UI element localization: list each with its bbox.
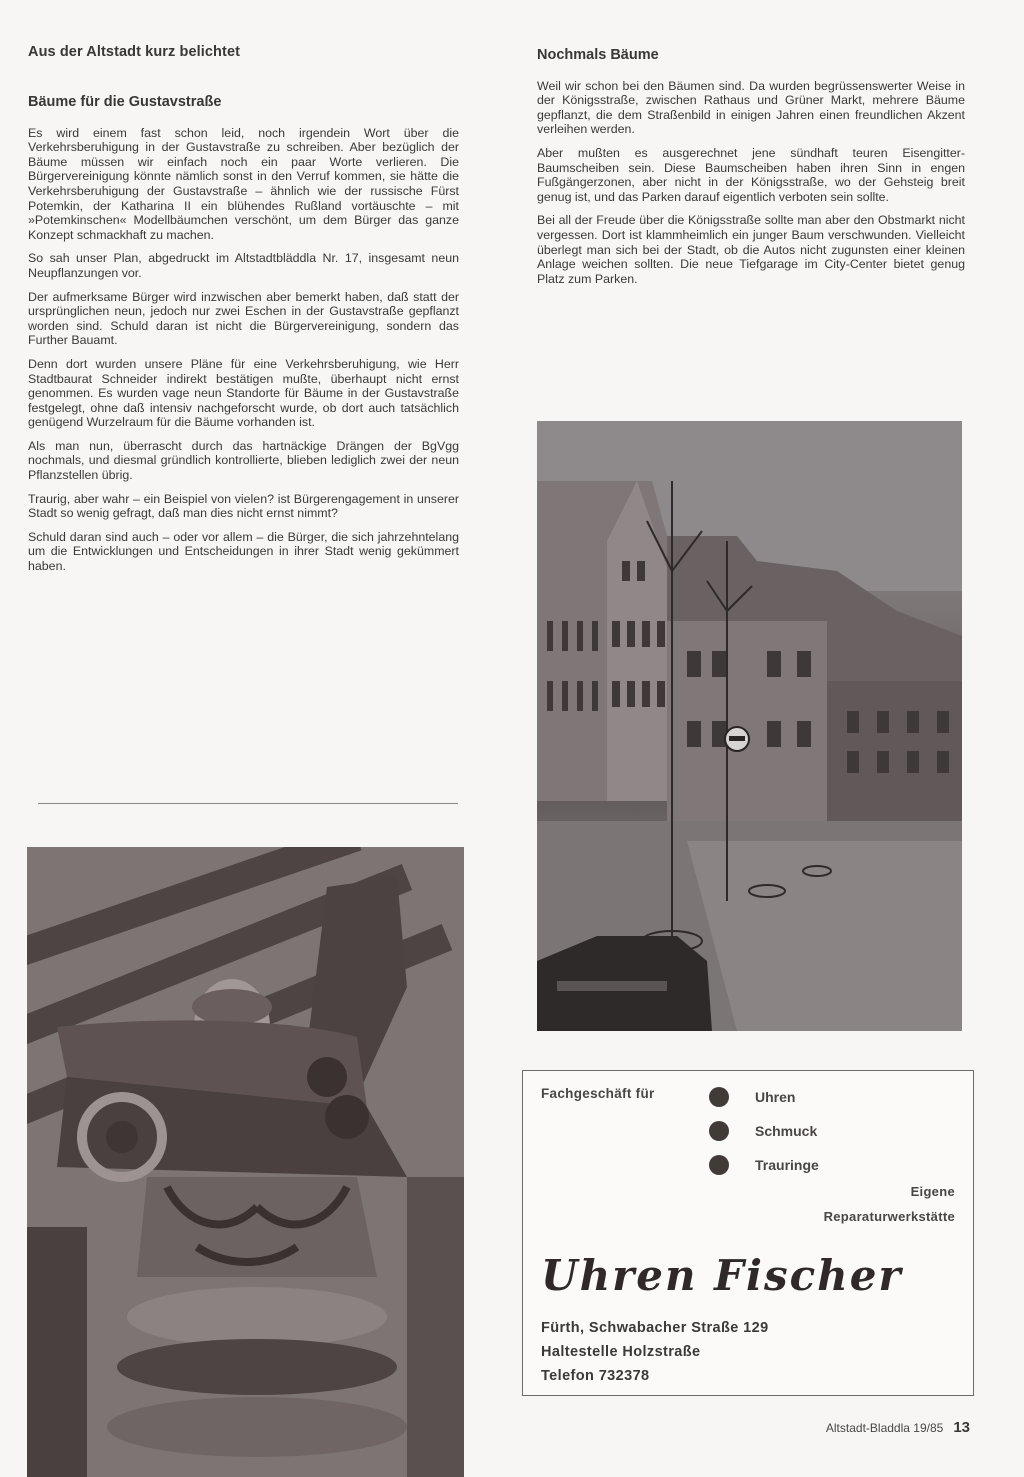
street-photo: [537, 421, 962, 1031]
article-left: [28, 95, 459, 583]
ad-address: Fürth, Schwabacher Straße 129: [541, 1320, 769, 1336]
ad-extra-line1: Eigene: [910, 1184, 955, 1199]
ad-item-jewelry: Schmuck: [709, 1121, 817, 1141]
advertisement-box: [522, 1070, 974, 1396]
street-scene-illustration: [537, 421, 962, 1031]
page-number: 13: [953, 1419, 970, 1436]
bullet-icon: [709, 1121, 729, 1141]
article-title: Nochmals Bäume: [537, 47, 659, 63]
paragraph: Schuld daran sind auch – oder vor allem – die Bürger, die sich jahrzehntelang um die Entwicklungen und Entscheidungen in ihrer Stadt wenig gekümmert haben.: [28, 529, 459, 574]
paragraph: Aber mußten es ausgerechnet jene sündhaft teuren Eisengitter-Baumscheiben sein. Diese Baumscheiben haben ihren Sinn in engen Fußgängerzonen, aber nicht in der Königsstraße, wo der Gehsteig breit genug ist, und das Parken darauf eigentlich verboten sein sollte.: [537, 145, 965, 204]
publication-name: Altstadt-Bladdla 19/85: [825, 1421, 944, 1435]
ad-item-rings: Trauringe: [709, 1155, 819, 1175]
paragraph: Traurig, aber wahr – ein Beispiel von vielen? ist Bürgerengagement in unserer Stadt so wenig gefragt, daß man dies nicht ernst nimmt?: [28, 491, 459, 521]
bullet-icon: [709, 1087, 729, 1107]
section-kicker: Aus der Altstadt kurz belichtet: [28, 44, 241, 60]
carved-capital-illustration: [27, 847, 464, 1477]
page-footer: [826, 1419, 970, 1436]
shop-logo: Uhren Fischer: [541, 1251, 903, 1300]
paragraph: Der aufmerksame Bürger wird inzwischen aber bemerkt haben, daß statt der ursprünglichen neun, jedoch nur zwei Eschen in der Gustavstraße gepflanzt worden sind. Schuld daran ist nicht die Bürgervereinigung, sondern das Further Bauamt.: [28, 289, 459, 348]
paragraph: Denn dort wurden unsere Pläne für eine Verkehrsberuhigung, wie Herr Stadtbaurat Schneider indirekt bestätigen mußte, überhaupt nicht ernst genommen. Es wurden vage neun Standorte für Bäume in der Gustavstraße festgelegt, ohne daß intensiv nachgeforscht wurde, ob dort auch tatsächlich genügend Wurzelraum für die Bäume vorhanden ist.: [28, 356, 459, 430]
paragraph: Es wird einem fast schon leid, noch irgendein Wort über die Verkehrsberuhigung in der Gustavstraße zu schreiben. Aber bezüglich der Bäume müssen wir einfach noch ein paar Worte verlieren. Die Bürgervereinigung könnte nämlich sonst in den Verruf kommen, sie hätte die Verkehrsberuhigung der Gustavstraße – ähnlich wie der russische Fürst Potemkin, der Katharina II ein blühendes Rußland vortäuschte – mit »Potemkinschen« Modellbäumchen verschönt, um dem Bürger das ganze Konzept schmackhaft zu machen.: [28, 125, 459, 242]
paragraph: Weil wir schon bei den Bäumen sind. Da wurden begrüssenswerter Weise in der Königsstraße, zwischen Rathaus und Grüner Markt, mehrere Bäume gepflanzt, die dem Straßenbild in einigen Jahren einen freundlichen Akzent verleihen werden.: [537, 78, 965, 137]
article-right: [537, 48, 965, 295]
bullet-icon: [709, 1155, 729, 1175]
ad-phone: Telefon 732378: [541, 1368, 650, 1384]
ad-extra-line2: Reparaturwerkstätte: [823, 1209, 955, 1224]
column-capital-photo: [27, 847, 464, 1477]
paragraph: Bei all der Freude über die Königsstraße sollte man aber den Obstmarkt nicht vergessen. Dort ist klammheimlich ein junger Baum verschwunden. Vielleicht überlegt man sich bei der Stadt, ob die Autos nicht zugunsten einer kleinen Anlage weichen sollten. Die neue Tiefgarage im City-Center bietet genug Platz zum Parken.: [537, 213, 965, 286]
paragraph: So sah unser Plan, abgedruckt im Altstadtbläddla Nr. 17, insgesamt neun Neupflanzungen vor.: [28, 251, 459, 280]
ad-bus-stop: Haltestelle Holzstraße: [541, 1344, 701, 1360]
ad-item-watches: Uhren: [709, 1087, 795, 1107]
paragraph: Als man nun, überrascht durch das hartnäckige Drängen der BgVgg nochmals, und diesmal gründlich kontrollierte, blieben lediglich zwei der neun Pflanzstellen übrig.: [28, 438, 459, 483]
ad-label: Fachgeschäft für: [541, 1086, 655, 1101]
divider: [38, 803, 458, 804]
article-title: Bäume für die Gustavstraße: [28, 94, 222, 110]
